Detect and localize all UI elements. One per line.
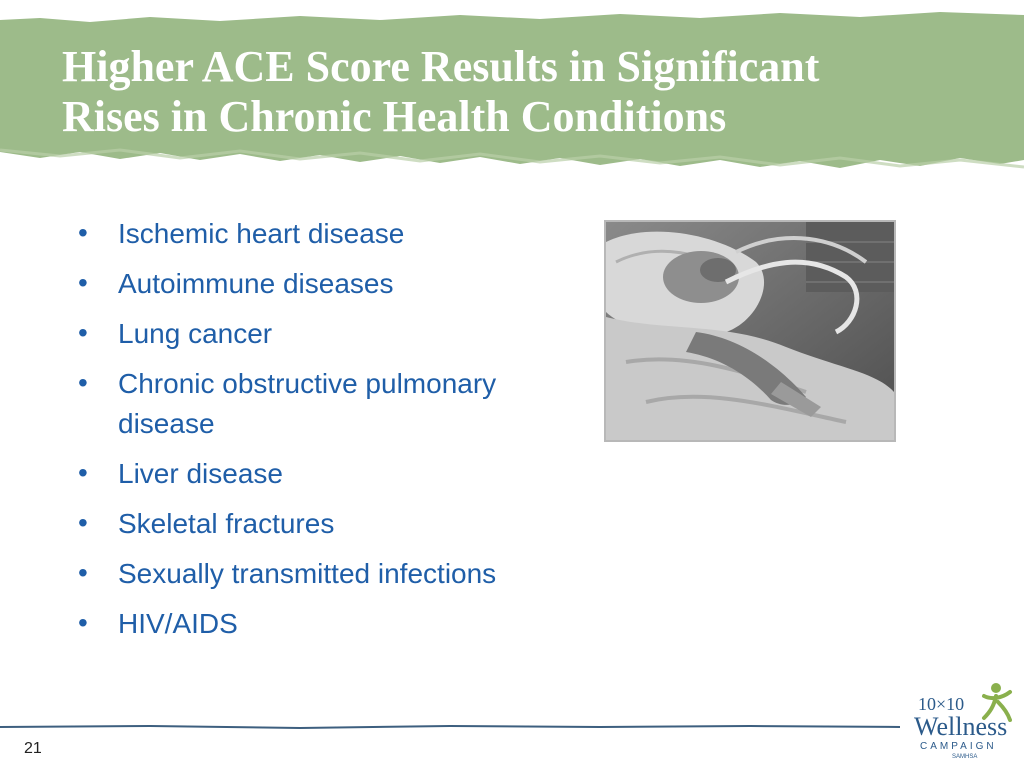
bullet-icon: • — [78, 367, 88, 398]
list-item-label: Autoimmune diseases — [118, 268, 394, 299]
title-line-2: Rises in Chronic Health Conditions — [62, 92, 727, 141]
bullet-icon: • — [78, 557, 88, 588]
list-item — [78, 364, 498, 444]
bullet-icon: • — [78, 507, 88, 538]
list-item-label: Lung cancer — [118, 318, 273, 349]
list-item-label: HIV/AIDS — [118, 608, 238, 639]
bullet-icon: • — [78, 317, 88, 348]
patient-in-hospital-bed-photo — [604, 220, 896, 442]
list-item-label: Skeletal fractures — [118, 508, 335, 539]
list-item — [78, 454, 498, 494]
list-item — [78, 214, 498, 254]
logo-campaign-text: CAMPAIGN — [920, 741, 997, 752]
logo-wellness-text: Wellness — [914, 712, 1008, 741]
title-banner — [0, 0, 1024, 180]
bullet-icon: • — [78, 217, 88, 248]
list-item — [78, 264, 498, 304]
list-item-label: Chronic obstructive pulmonary disease — [118, 368, 497, 439]
list-item-label: Liver disease — [118, 458, 283, 489]
list-item-label: Sexually transmitted infections — [118, 558, 497, 589]
page-number: 21 — [24, 740, 42, 757]
photo-illustration — [606, 222, 894, 440]
list-item — [78, 554, 498, 594]
bullet-icon: • — [78, 267, 88, 298]
list-item — [78, 604, 498, 644]
footer-divider — [0, 722, 900, 732]
logo-samhsa-text: SAMHSA — [952, 754, 978, 760]
logo-10x10-text: 10×10 — [918, 694, 965, 714]
wellness-campaign-logo — [900, 680, 1018, 764]
bullet-icon: • — [78, 457, 88, 488]
bullet-icon: • — [78, 607, 88, 638]
list-item — [78, 504, 498, 544]
page-title — [62, 42, 992, 142]
title-line-1: Higher ACE Score Results in Significant — [62, 42, 820, 91]
condition-list — [78, 214, 498, 654]
list-item-label: Ischemic heart disease — [118, 218, 405, 249]
list-item — [78, 314, 498, 354]
